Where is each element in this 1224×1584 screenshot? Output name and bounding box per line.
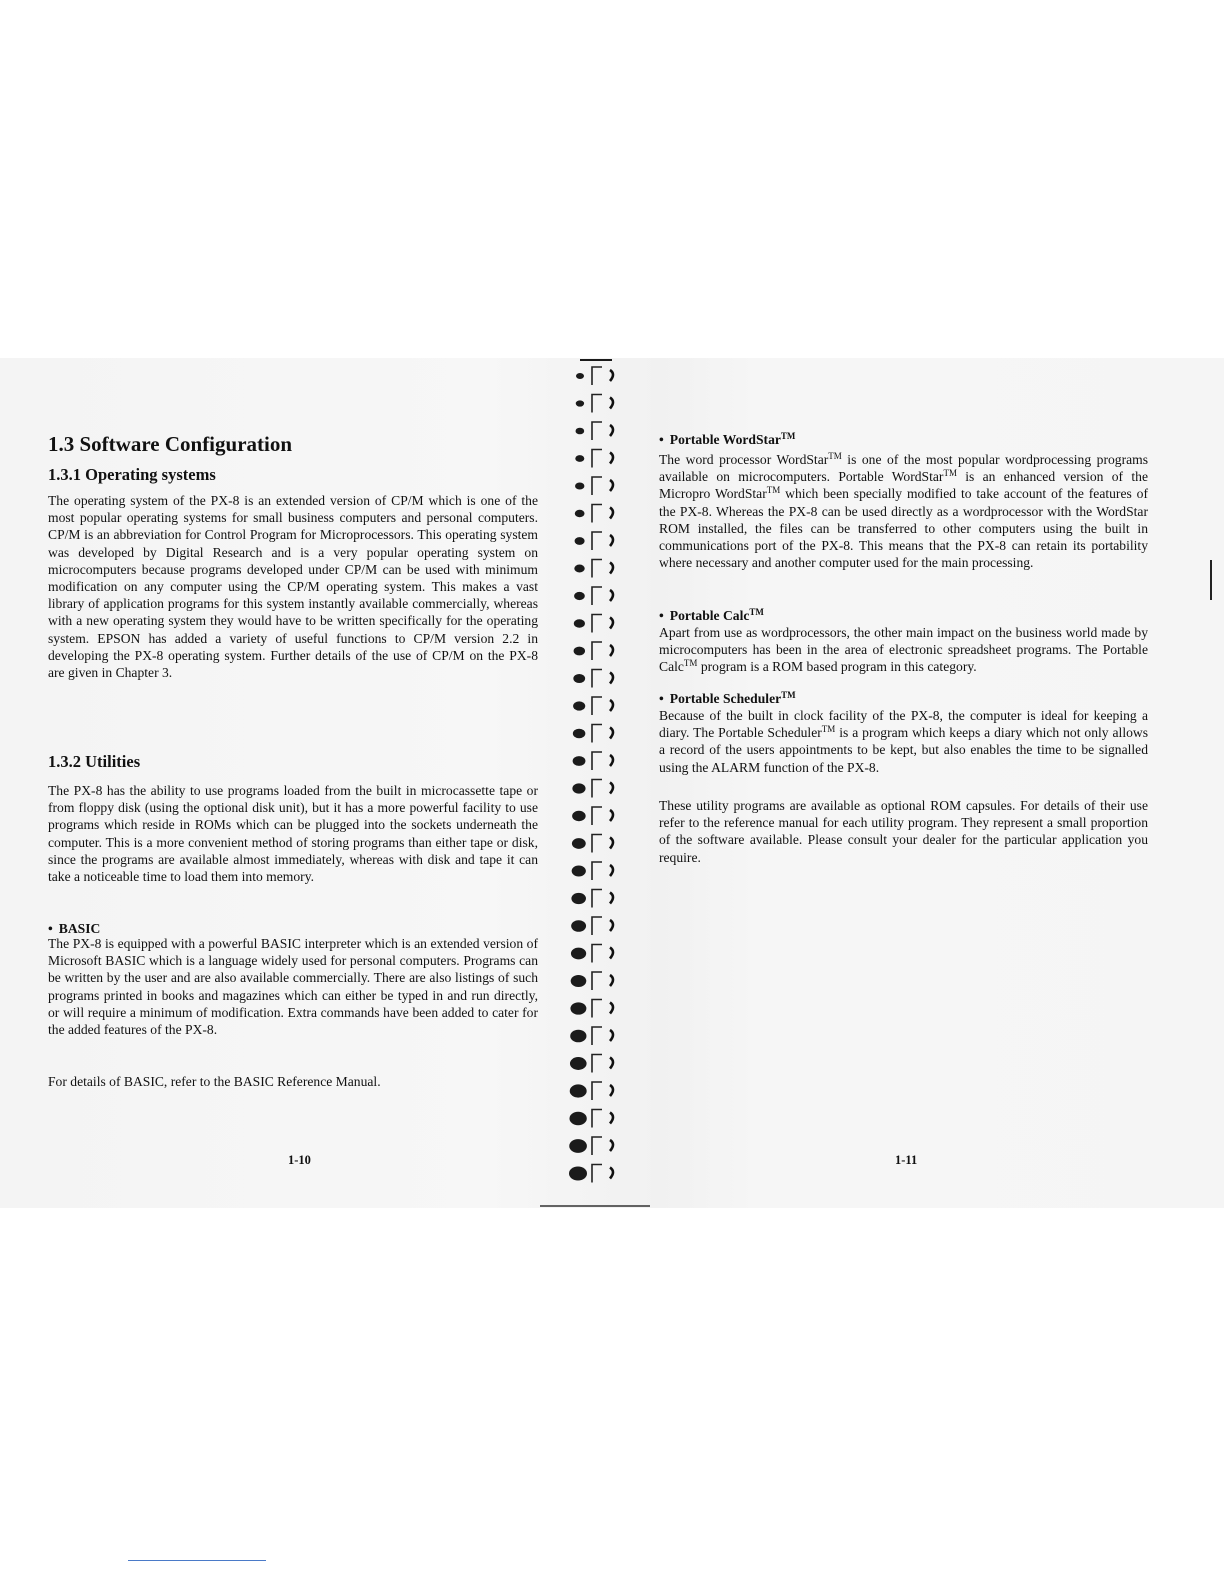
trademark-mark: TM [943,468,957,479]
trademark-mark: TM [828,451,842,461]
spiral-coil [575,532,613,550]
scheduler-text-1: Because of the built in clock facility of the PX-8, the computer is ideal for keeping a diary. The Portable Scheduler [659,708,1148,741]
spiral-coil [570,1027,613,1045]
calc-paragraph [659,624,1148,676]
scheduler-text-2: is a program which keeps a diary which not only allows a record of the users appointments to be kept, but also enables the time to be signalled using the ALARM function of the PX-8. [659,725,1149,775]
bullet-icon: • [659,432,664,447]
spiral-coil [574,642,613,660]
spiral-coil [572,780,613,798]
utility-programs-paragraph: These utility programs are available as optional ROM capsules. For details of their use refer to the reference manual for each utility program. They represent a small proportion of the software available. Please consult your dealer for the particular application you require. [659,798,1148,865]
trademark-mark: TM [780,431,796,441]
wordstar-paragraph [659,451,1148,571]
spiral-coil [570,1000,613,1018]
left-page [48,358,540,1208]
right-page [659,358,1149,1208]
wordstar-text-1: The word processor WordStar [659,452,829,467]
scheduler-heading [659,691,796,707]
spiral-coil [574,587,613,605]
basic-paragraph: The PX-8 is equipped with a powerful BASIC interpreter which is an extended version of Microsoft BASIC which is a language widely used for personal computers. Programs can be written by the user and are also available commercially. There are also listings of such programs printed in books and magazines which can either be typed in and run directly, or will require a minimum of modification. Extra commands have been added to cater for the added features of the PX-8. [48,936,538,1038]
wordstar-heading-text: Portable WordStar [669,432,781,447]
bullet-icon: • [659,608,664,623]
basic-heading-text: BASIC [58,921,101,936]
spiral-binding [540,358,650,1208]
spiral-coil [575,450,613,468]
spiral-coil [572,807,613,825]
spiral-coil [573,697,613,715]
basic-reference-line: For details of BASIC, refer to the BASIC Reference Manual. [48,1074,381,1089]
spiral-coil [569,1137,613,1155]
subsection-title-utilities: 1.3.2 Utilities [48,752,141,771]
spiral-coil [575,477,613,495]
bullet-icon: • [659,691,664,706]
spiral-coil [573,752,613,770]
spiral-coil [576,395,613,413]
spiral-coil [575,505,613,523]
scanned-book-spread [0,358,1224,1208]
spiral-coil [573,725,613,743]
spiral-coil [571,917,613,935]
section-title: 1.3 Software Configuration [48,432,293,456]
spiral-coil [570,1055,613,1073]
scheduler-paragraph [659,707,1148,776]
spiral-coil [573,670,613,688]
bullet-icon: • [48,921,53,936]
trademark-mark: TM [766,485,781,496]
trademark-mark: TM [749,607,764,617]
scheduler-heading-text: Portable Scheduler [669,691,782,706]
wordstar-text-2: is one of the most popular wordprocessing programs available on microcomputers. Portable WordStar [659,452,1148,485]
trademark-mark: TM [781,690,796,700]
spiral-coil [569,1165,613,1183]
calc-text-2: program is a ROM based program in this category. [697,659,977,675]
spiral-coil [576,367,613,385]
trademark-mark: TM [683,658,698,669]
calc-heading [659,608,764,624]
calc-heading-text: Portable Calc [669,608,750,623]
wordstar-text-4: which been specially modified to take account of the features of the PX-8. Whereas the PX-8 can be used directly as a wordprocessor with the WordStar ROM installed, the files can be transferred to other computers using the built in communications port of the PX-8. This means that the PX-8 can retain its portability where necessary and another computer used for the main processing. [659,486,1148,571]
wordstar-text-3: is an enhanced version of the Micropro WordStar [659,469,1148,502]
spiral-coil [571,972,613,990]
spiral-coil [570,1082,613,1100]
operating-systems-paragraph: The operating system of the PX-8 is an extended version of CP/M which is one of the most popular operating systems for small business computers and personal computers. CP/M is an abbreviation for Control Program for Microprocessors. This operating system was developed by Digital Research and is a very popular operating system on microcomputers because programs developed under CP/M can be used with minimum modification on any computer using the CP/M operating system. This makes a vast library of application programs for this system instantly available commercially, whereas with a new operating system they would have to be written specifically for the operating system. EPSON has added a variety of useful functions to CP/M version 2.2 in developing the PX-8 operating system. Further details of the use of CP/M on the PX-8 are given in Chapter 3. [48,493,538,681]
spiral-coil [576,422,613,440]
calc-text-1: Apart from use as wordprocessors, the other main impact on the business world made by microcomputers has been in the area of electronic spreadsheet programs. The Portable Calc [659,625,1148,675]
subsection-title-operating-systems: 1.3.1 Operating systems [48,465,216,484]
spiral-coil [571,945,613,963]
page-number-right: 1-11 [895,1153,918,1167]
spiral-coil [571,890,613,908]
trademark-mark: TM [821,724,836,735]
spiral-coil [574,560,613,578]
spiral-coil [569,1110,613,1128]
margin-mark [1210,560,1212,600]
wordstar-heading [659,432,795,448]
spiral-coil [574,615,613,633]
spiral-coil [572,862,613,880]
page-number-left: 1-10 [288,1153,311,1167]
utilities-paragraph: The PX-8 has the ability to use programs loaded from the built in microcassette tape or from floppy disk (using the optional disk unit), but it has a more powerful facility to use programs which reside in ROMs which can be plugged into the sockets underneath the computer. This is a more convenient method of storing programs than either tape or disk, since the programs are available almost immediately, whereas with disk and tape it can take a noticeable time to load them into memory. [48,783,538,885]
spiral-coil [572,835,613,853]
footnote-rule [128,1560,266,1561]
spiral-coils [569,367,613,1183]
